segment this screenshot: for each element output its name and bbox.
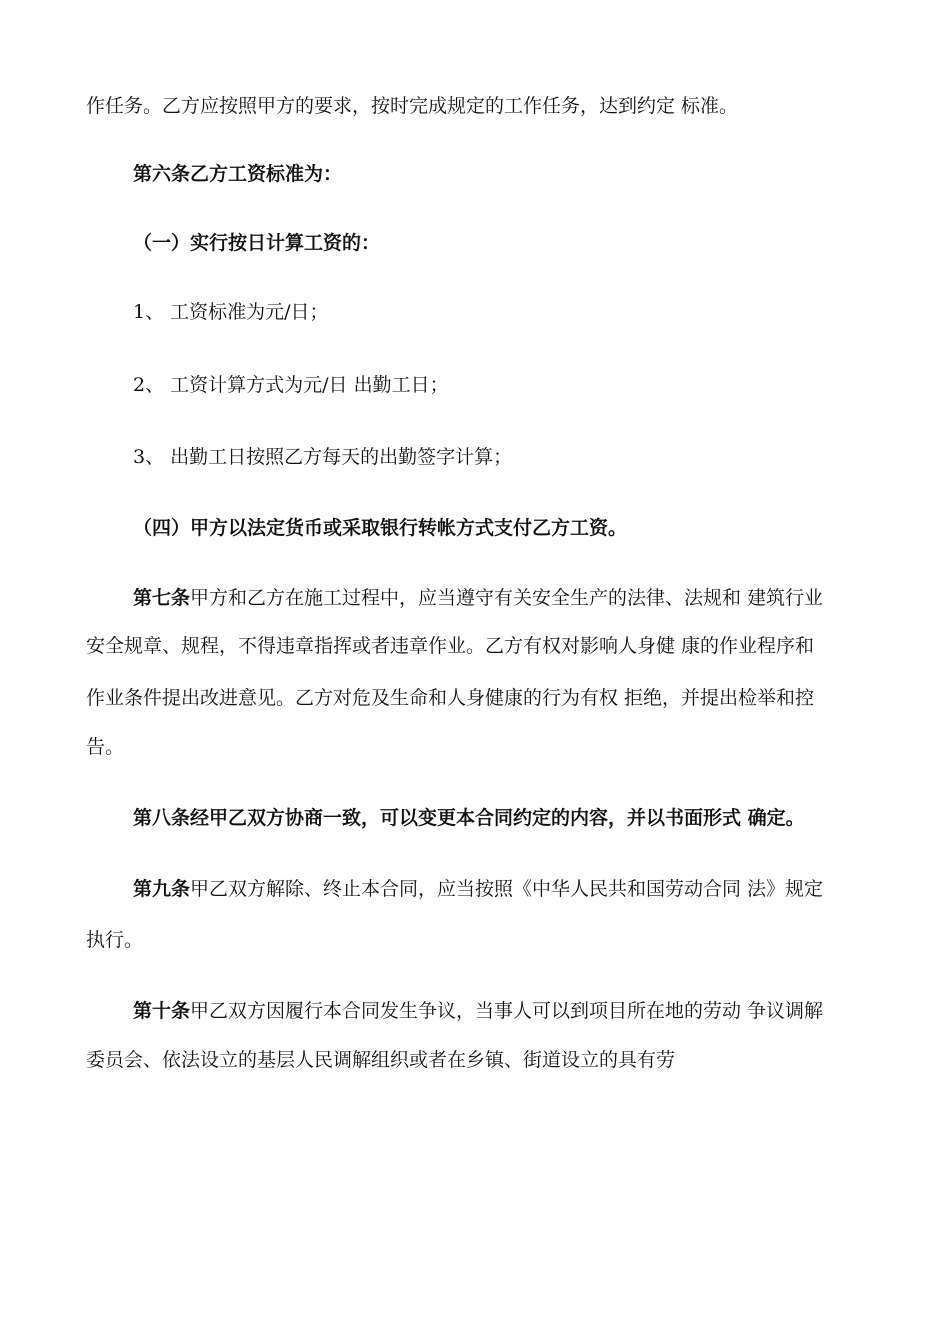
wage-clause-4: （四）甲方以法定货币或采取银行转帐方式支付乙方工资。	[133, 517, 628, 539]
article-10-text: 甲乙双方因履行本合同发生争议，当事人可以到项目所在地的劳动 争议调解	[190, 1000, 824, 1022]
article-7-text: 甲方和乙方在施工过程中，应当遵守有关安全生产的法律、法规和 建筑行业	[190, 587, 824, 609]
article-9-text: 甲乙双方解除、终止本合同，应当按照《中华人民共和国劳动合同 法》规定	[190, 878, 824, 900]
article-10-heading: 第十条	[133, 1000, 191, 1022]
article-7-line-1	[133, 586, 923, 610]
article-9-heading: 第九条	[133, 878, 191, 900]
wage-item-2: 2、 工资计算方式为元/日 出勤工日；	[133, 374, 449, 396]
article-6-heading: 第六条乙方工资标准为：	[133, 163, 343, 185]
article-8: 第八条经甲乙双方协商一致，可以变更本合同约定的内容，并以书面形式 确定。	[133, 807, 805, 829]
wage-item-3: 3、 出勤工日按照乙方每天的出勤签字计算；	[133, 446, 513, 468]
article-7-line-3: 作业条件提出改进意见。乙方对危及生命和人身健康的行为有权 拒绝，并提出检举和控	[86, 687, 815, 709]
article-7-line-2: 安全规章、规程，不得违章指挥或者违章作业。乙方有权对影响人身健 康的作业程序和	[86, 635, 815, 657]
article-9-line-1	[133, 877, 923, 901]
article-7-line-4: 告。	[86, 736, 125, 758]
wage-item-1: 1、 工资标准为元/日；	[133, 301, 329, 323]
article-10-line-2: 委员会、依法设立的基层人民调解组织或者在乡镇、街道设立的具有劳	[86, 1049, 676, 1071]
paragraph-line: 作任务。乙方应按照甲方的要求，按时完成规定的工作任务，达到约定 标准。	[86, 95, 739, 117]
article-9-line-2: 执行。	[86, 929, 144, 951]
article-7-heading: 第七条	[133, 587, 191, 609]
article-10-line-1	[133, 999, 923, 1023]
wage-clause-1-heading: （一）实行按日计算工资的：	[133, 232, 381, 254]
